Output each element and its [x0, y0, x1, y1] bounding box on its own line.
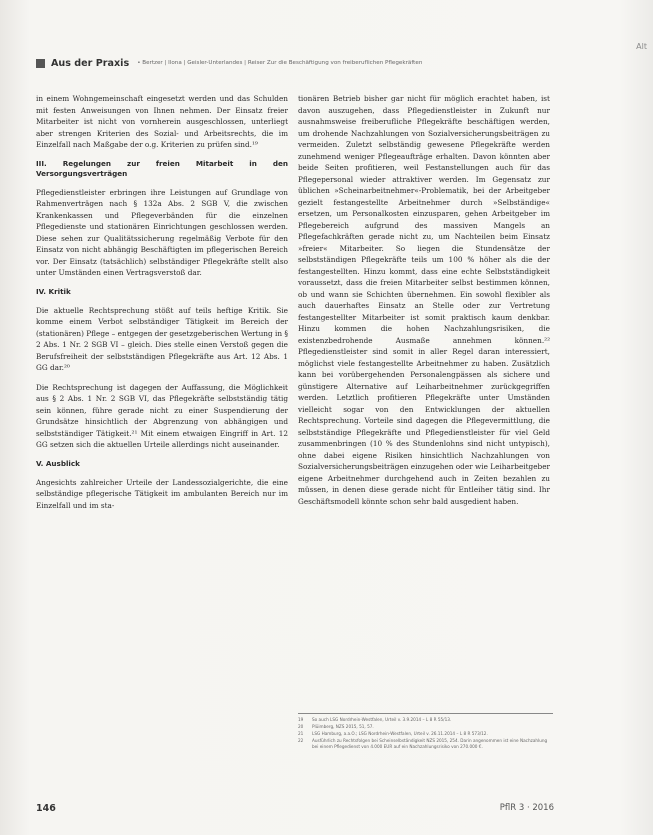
left-column: [36, 93, 288, 519]
footnote: 20 Plüimberg, NZS 2015, 51, 57.: [298, 724, 374, 729]
footnote: 19 So auch LSG Nordrhein-Westfalen, Urteil v. 3.9.2014 – L 8 R 55/13.: [298, 717, 452, 722]
paragraph: Die aktuelle Rechtsprechung stößt auf teils heftige Kritik. Sie komme einem Verbot selbständiger Tätigkeit im Bereich der (stationären) Pflege – entgegen der gesetzgeberischen Wertung in § 2 Abs. 1 Nr. 2 SGB VI – gleich. Dies stelle einen Verstoß gegen die Berufsfreiheit der selbstständigen Pflegekräfte aus Art. 12 Abs. 1 GG dar.²⁰: [36, 305, 288, 372]
paragraph: tionären Betrieb bisher gar nicht für möglich erachtet haben, ist davon auszugehen, dass Pflegedienstleister in Zukunft nur ausnahmsweise freiberufliche Pflegekräfte beschäftigen werden, um drohende Nachzahlungen von Sozialversicherungsbeiträgen zu vermeiden. Zuletzt selbständig gewesene Pflegekräfte werden zunehmend weniger Pflegeaufträge erhalten. Davon könnten aber beide Seiten profitieren, weil Festanstellungen auch für das Pflegepersonal wieder attraktiver werden. Im Gegensatz zur üblichen »Scheinarbeitnehmer«-Problematik, bei der Arbeitgeber gezielt festangestellte Arbeitnehmer durch »Selbständige« ersetzen, um Personalkosten einzusparen, gehen Arbeitgeber im Pflegebereich aufgrund des massiven Mangels an Pflegefachkräften gerade nicht zu, um Nachteilen beim Einsatz »freier« Mitarbeiter. So liegen die Stundensätze der selbstständigen Pflegekräfte teils um 100 % höher als die der festangestellten. Hinzu kommt, dass eine echte Selbstständigkeit voraussetzt, dass die freien Mitarbeiter selbst bestimmen können, ob und wann sie Schichten übernehmen. Ein sowohl flexibler als auch dauerhaftes Einsatz an Stelle oder zur Vertretung festangestellter Mitarbeiter ist somit praktisch kaum denkbar. Hinzu kommen die hohen Nachzahlungsrisiken, die existenzbedrohende Ausmaße annehmen können.²² Pflegedienstleister sind somit in aller Regel daran interessiert, möglichst viele festangestellte Arbeitnehmer zu haben. Zusätzlich kann bei vorübergehenden Personalengpässen als sichere und günstigere Alternative auf Leiharbeitnehmer zurückgegriffen werden. Letztlich profitieren Pflegekräfte unter Umständen vielleicht sogar von den Entwicklungen der aktuellen Rechtsprechung. Vorteile sind dagegen die Pflegevermittlung, die selbstständige Pflegekräfte und Pflegedienstleister für viel Geld zusammenbringen (10 % des Stundenlohns sind nicht untypisch), ohne dabei eigene Risiken hinsichtlich Nachzahlungen von Sozialversicherungsbeiträgen einzugehen oder wie Leiharbeitgeber eigene Arbeitnehmer durchgehend auch in Zeiten bezahlen zu müssen, in denen diese gerade nicht für Entleiher tätig sind. Ihr Geschäftsmodell könnte schon sehr bald ausgedient haben.: [298, 94, 550, 506]
footnote: 22 Ausführlich zu Rechtsfolgen bei Scheinselbständigkeit NZS 2015, 254. Darin angenommen ist eine Nachzahlung bei einem Pflegedienst von 4.000 EUR auf ein Nachzahlungsrisiko von 270.000 €.: [298, 738, 548, 749]
section-heading: III. Regelungen zur freien Mitarbeit in den Versorgungsverträgen: [36, 158, 288, 178]
paragraph: Pflegedienstleister erbringen ihre Leistungen auf Grundlage von Rahmenverträgen nach § 132a Abs. 2 SGB V, die zwischen Krankenkassen und Pflegeverbänden für die einzelnen Pflegedienste und stationären Einrichtungen geschlossen werden. Diese sehen zur Qualitätssicherung regelmäßig Verbote für den Einsatz von nicht abhängig Beschäftigten im pflegerischen Bereich vor. Der Einsatz (tatsächlich) selbständiger Pflegekräfte stellt also unter Umständen einen Vertragsverstoß dar.: [36, 187, 288, 277]
right-column: [298, 93, 550, 515]
section-heading: IV. Kritik: [36, 286, 71, 296]
paragraph: in einem Wohngemeinschaft eingesetzt werden und das Schulden mit festen Anweisungen von Ihnen nehmen. Der Einsatz freier Mitarbeiter ist nicht von vornherein ausgeschlossen, unterliegt aber strengen Kriterien des Sozial- und Arbeitsrechts, die im Einzelfall nach Maßgabe der o.g. Kriterien zu prüfen sind.¹⁹: [36, 94, 288, 149]
square-icon: [36, 59, 45, 68]
footnotes: [298, 713, 553, 751]
running-header: [36, 56, 591, 70]
page-number: 146: [36, 803, 56, 814]
footnote: 21 LSG Hamburg, a.a.O.; LSG Nordrhein-Westfalen, Urteil v. 26.11.2014 – L 8 R 573/12.: [298, 731, 488, 736]
header-subtitle: • Bertzer | Ilona | Geisler-Unterlandes | Reiser Zur die Beschäftigung von freiberuflichen Pflegekräften: [137, 60, 423, 66]
paragraph: Die Rechtsprechung ist dagegen der Auffassung, die Möglichkeit aus § 2 Abs. 1 Nr. 2 SGB VI, das Pflegekräfte selbstständig tätig sein können, führe gerade nicht zu einer Suspendierung der Grundsätze hinsichtlich der Abgrenzung von abhängigen und selbstständiger Tätigkeit.²¹ Mit einem etwaigen Eingriff in Art. 12 GG setzen sich die aktuellen Urteile allerdings nicht auseinander.: [36, 382, 288, 449]
section-heading: V. Ausblick: [36, 458, 80, 468]
journal-name: PflR 3 · 2016: [499, 803, 554, 813]
corner-text: Alt: [636, 42, 647, 51]
section-title: Aus der Praxis: [51, 57, 130, 69]
paragraph: Angesichts zahlreicher Urteile der Landessozialgerichte, die eine selbständige pflegerische Tätigkeit im ambulanten Bereich nur im Einzelfall und im sta-: [36, 477, 288, 510]
